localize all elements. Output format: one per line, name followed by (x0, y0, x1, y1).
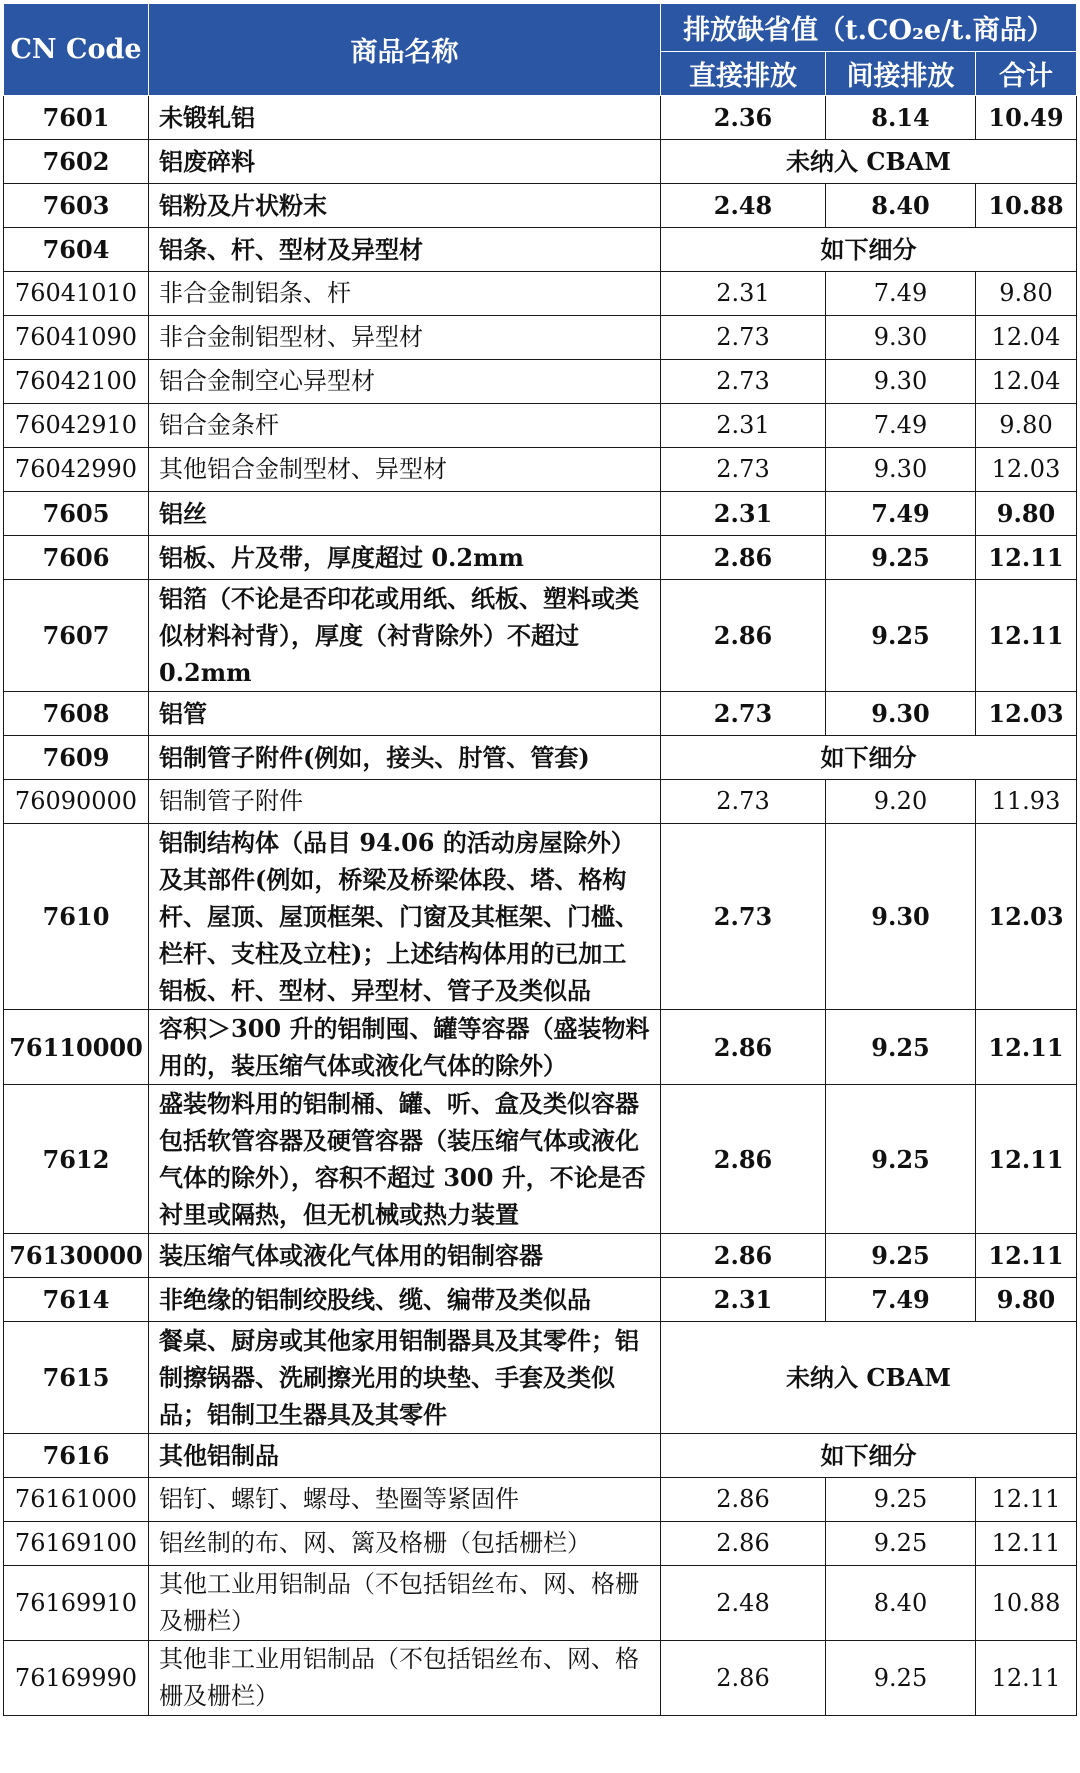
table-row (4, 536, 1077, 580)
table-row (4, 692, 1077, 736)
cn-code-cell: 7603 (4, 184, 149, 228)
direct-emission-cell: 2.86 (661, 1234, 826, 1278)
total-emission-cell: 12.11 (976, 1522, 1077, 1566)
cn-code-cell: 7602 (4, 140, 149, 184)
total-emission-cell: 12.04 (976, 316, 1077, 360)
direct-emission-cell: 2.73 (661, 780, 826, 824)
indirect-emission-cell: 9.25 (826, 1478, 976, 1522)
total-emission-cell: 12.03 (976, 824, 1077, 1010)
indirect-emission-cell: 8.14 (826, 96, 976, 140)
table-row (4, 404, 1077, 448)
product-name-cell: 铝丝 (149, 492, 661, 536)
table-row (4, 140, 1077, 184)
product-name-cell: 铝合金条杆 (149, 404, 661, 448)
cn-code-cell: 7605 (4, 492, 149, 536)
cn-code-cell: 7608 (4, 692, 149, 736)
cn-code-cell: 76041090 (4, 316, 149, 360)
total-emission-cell: 12.11 (976, 1478, 1077, 1522)
direct-emission-cell: 2.86 (661, 1010, 826, 1085)
cn-code-cell: 76130000 (4, 1234, 149, 1278)
total-emission-cell: 10.88 (976, 1566, 1077, 1641)
total-emission-cell: 9.80 (976, 1278, 1077, 1322)
indirect-emission-cell: 9.30 (826, 316, 976, 360)
table-row (4, 580, 1077, 692)
table-row (4, 316, 1077, 360)
header-default-values: 排放缺省值（t.CO₂e/t.商品） (661, 4, 1077, 52)
table-row (4, 228, 1077, 272)
total-emission-cell: 12.11 (976, 1010, 1077, 1085)
total-emission-cell: 12.11 (976, 1085, 1077, 1234)
header-cn-code: CN Code (4, 4, 149, 96)
product-name-cell: 容积＞300 升的铝制囤、罐等容器（盛装物料用的，装压缩气体或液化气体的除外） (149, 1010, 661, 1085)
product-name-cell: 铝丝制的布、网、篱及格栅（包括栅栏） (149, 1522, 661, 1566)
product-name-cell: 铝钉、螺钉、螺母、垫圈等紧固件 (149, 1478, 661, 1522)
total-emission-cell: 12.11 (976, 1641, 1077, 1716)
indirect-emission-cell: 9.25 (826, 580, 976, 692)
indirect-emission-cell: 9.25 (826, 1010, 976, 1085)
indirect-emission-cell: 8.40 (826, 1566, 976, 1641)
status-note-cell: 如下细分 (661, 736, 1077, 780)
direct-emission-cell: 2.73 (661, 824, 826, 1010)
direct-emission-cell: 2.73 (661, 692, 826, 736)
cn-code-cell: 76169910 (4, 1566, 149, 1641)
direct-emission-cell: 2.73 (661, 316, 826, 360)
table-row (4, 736, 1077, 780)
table-row (4, 360, 1077, 404)
indirect-emission-cell: 7.49 (826, 272, 976, 316)
cn-code-cell: 7609 (4, 736, 149, 780)
cn-code-cell: 7612 (4, 1085, 149, 1234)
indirect-emission-cell: 7.49 (826, 404, 976, 448)
cn-code-cell: 76110000 (4, 1010, 149, 1085)
header-total: 合计 (976, 52, 1077, 96)
product-name-cell: 铝制管子附件(例如，接头、肘管、管套) (149, 736, 661, 780)
cn-code-cell: 7604 (4, 228, 149, 272)
indirect-emission-cell: 9.25 (826, 1641, 976, 1716)
cn-code-cell: 76042990 (4, 448, 149, 492)
direct-emission-cell: 2.73 (661, 360, 826, 404)
direct-emission-cell: 2.86 (661, 1478, 826, 1522)
indirect-emission-cell: 9.25 (826, 536, 976, 580)
direct-emission-cell: 2.86 (661, 580, 826, 692)
cn-code-cell: 7601 (4, 96, 149, 140)
table-row (4, 184, 1077, 228)
cn-code-cell: 76169100 (4, 1522, 149, 1566)
total-emission-cell: 10.88 (976, 184, 1077, 228)
header-indirect-emissions: 间接排放 (826, 52, 976, 96)
table-row (4, 492, 1077, 536)
direct-emission-cell: 2.36 (661, 96, 826, 140)
indirect-emission-cell: 9.30 (826, 692, 976, 736)
emission-defaults-table (3, 3, 1077, 1716)
cn-code-cell: 76169990 (4, 1641, 149, 1716)
status-note-cell: 未纳入 CBAM (661, 140, 1077, 184)
product-name-cell: 餐桌、厨房或其他家用铝制器具及其零件；铝制擦锅器、洗刷擦光用的块垫、手套及类似品；铝制卫生器具及其零件 (149, 1322, 661, 1434)
cn-code-cell: 76042100 (4, 360, 149, 404)
product-name-cell: 非合金制铝条、杆 (149, 272, 661, 316)
product-name-cell: 非绝缘的铝制绞股线、缆、编带及类似品 (149, 1278, 661, 1322)
total-emission-cell: 9.80 (976, 404, 1077, 448)
cn-code-cell: 7607 (4, 580, 149, 692)
table-row (4, 1641, 1077, 1716)
table-row (4, 1234, 1077, 1278)
table-row (4, 1478, 1077, 1522)
product-name-cell: 其他铝合金制型材、异型材 (149, 448, 661, 492)
table-row (4, 272, 1077, 316)
total-emission-cell: 12.11 (976, 580, 1077, 692)
table-row (4, 96, 1077, 140)
total-emission-cell: 12.03 (976, 448, 1077, 492)
direct-emission-cell: 2.48 (661, 1566, 826, 1641)
product-name-cell: 铝板、片及带，厚度超过 0.2mm (149, 536, 661, 580)
table-header (4, 4, 1077, 96)
product-name-cell: 装压缩气体或液化气体用的铝制容器 (149, 1234, 661, 1278)
indirect-emission-cell: 8.40 (826, 184, 976, 228)
status-note-cell: 如下细分 (661, 1434, 1077, 1478)
direct-emission-cell: 2.86 (661, 1522, 826, 1566)
table-row (4, 780, 1077, 824)
direct-emission-cell: 2.86 (661, 1641, 826, 1716)
total-emission-cell: 12.04 (976, 360, 1077, 404)
indirect-emission-cell: 9.30 (826, 448, 976, 492)
total-emission-cell: 9.80 (976, 272, 1077, 316)
cn-code-cell: 76042910 (4, 404, 149, 448)
product-name-cell: 铝管 (149, 692, 661, 736)
direct-emission-cell: 2.31 (661, 272, 826, 316)
product-name-cell: 铝箔（不论是否印花或用纸、纸板、塑料或类似材料衬背），厚度（衬背除外）不超过 0.2mm (149, 580, 661, 692)
product-name-cell: 盛装物料用的铝制桶、罐、听、盒及类似容器包括软管容器及硬管容器（装压缩气体或液化气体的除外），容积不超过 300 升，不论是否衬里或隔热，但无机械或热力装置 (149, 1085, 661, 1234)
table-row (4, 1566, 1077, 1641)
indirect-emission-cell: 9.25 (826, 1085, 976, 1234)
direct-emission-cell: 2.86 (661, 1085, 826, 1234)
cn-code-cell: 76161000 (4, 1478, 149, 1522)
total-emission-cell: 12.11 (976, 1234, 1077, 1278)
product-name-cell: 其他工业用铝制品（不包括铝丝布、网、格栅及栅栏） (149, 1566, 661, 1641)
table-row (4, 448, 1077, 492)
status-note-cell: 如下细分 (661, 228, 1077, 272)
direct-emission-cell: 2.73 (661, 448, 826, 492)
status-note-cell: 未纳入 CBAM (661, 1322, 1077, 1434)
cn-code-cell: 7606 (4, 536, 149, 580)
table-row (4, 1434, 1077, 1478)
direct-emission-cell: 2.31 (661, 492, 826, 536)
header-product-name: 商品名称 (149, 4, 661, 96)
product-name-cell: 其他非工业用铝制品（不包括铝丝布、网、格栅及栅栏） (149, 1641, 661, 1716)
indirect-emission-cell: 9.25 (826, 1522, 976, 1566)
product-name-cell: 铝粉及片状粉末 (149, 184, 661, 228)
cn-code-cell: 76090000 (4, 780, 149, 824)
direct-emission-cell: 2.86 (661, 536, 826, 580)
cn-code-cell: 7615 (4, 1322, 149, 1434)
total-emission-cell: 9.80 (976, 492, 1077, 536)
total-emission-cell: 12.11 (976, 536, 1077, 580)
emission-table-container (3, 3, 1076, 1716)
indirect-emission-cell: 7.49 (826, 492, 976, 536)
header-direct-emissions: 直接排放 (661, 52, 826, 96)
table-body (4, 96, 1077, 1716)
product-name-cell: 铝合金制空心异型材 (149, 360, 661, 404)
table-row (4, 824, 1077, 1010)
product-name-cell: 铝制结构体（品目 94.06 的活动房屋除外）及其部件(例如，桥梁及桥梁体段、塔、格构杆、屋顶、屋顶框架、门窗及其框架、门槛、栏杆、支柱及立柱)；上述结构体用的已加工铝板、杆、型材、异型材、管子及类似品 (149, 824, 661, 1010)
table-row (4, 1322, 1077, 1434)
indirect-emission-cell: 9.20 (826, 780, 976, 824)
table-row (4, 1085, 1077, 1234)
product-name-cell: 铝条、杆、型材及异型材 (149, 228, 661, 272)
cn-code-cell: 76041010 (4, 272, 149, 316)
table-row (4, 1010, 1077, 1085)
cn-code-cell: 7610 (4, 824, 149, 1010)
indirect-emission-cell: 9.25 (826, 1234, 976, 1278)
direct-emission-cell: 2.31 (661, 1278, 826, 1322)
indirect-emission-cell: 7.49 (826, 1278, 976, 1322)
product-name-cell: 铝制管子附件 (149, 780, 661, 824)
direct-emission-cell: 2.48 (661, 184, 826, 228)
cn-code-cell: 7616 (4, 1434, 149, 1478)
table-row (4, 1522, 1077, 1566)
product-name-cell: 铝废碎料 (149, 140, 661, 184)
direct-emission-cell: 2.31 (661, 404, 826, 448)
indirect-emission-cell: 9.30 (826, 824, 976, 1010)
product-name-cell: 非合金制铝型材、异型材 (149, 316, 661, 360)
total-emission-cell: 12.03 (976, 692, 1077, 736)
product-name-cell: 未锻轧铝 (149, 96, 661, 140)
total-emission-cell: 10.49 (976, 96, 1077, 140)
indirect-emission-cell: 9.30 (826, 360, 976, 404)
total-emission-cell: 11.93 (976, 780, 1077, 824)
product-name-cell: 其他铝制品 (149, 1434, 661, 1478)
table-row (4, 1278, 1077, 1322)
cn-code-cell: 7614 (4, 1278, 149, 1322)
